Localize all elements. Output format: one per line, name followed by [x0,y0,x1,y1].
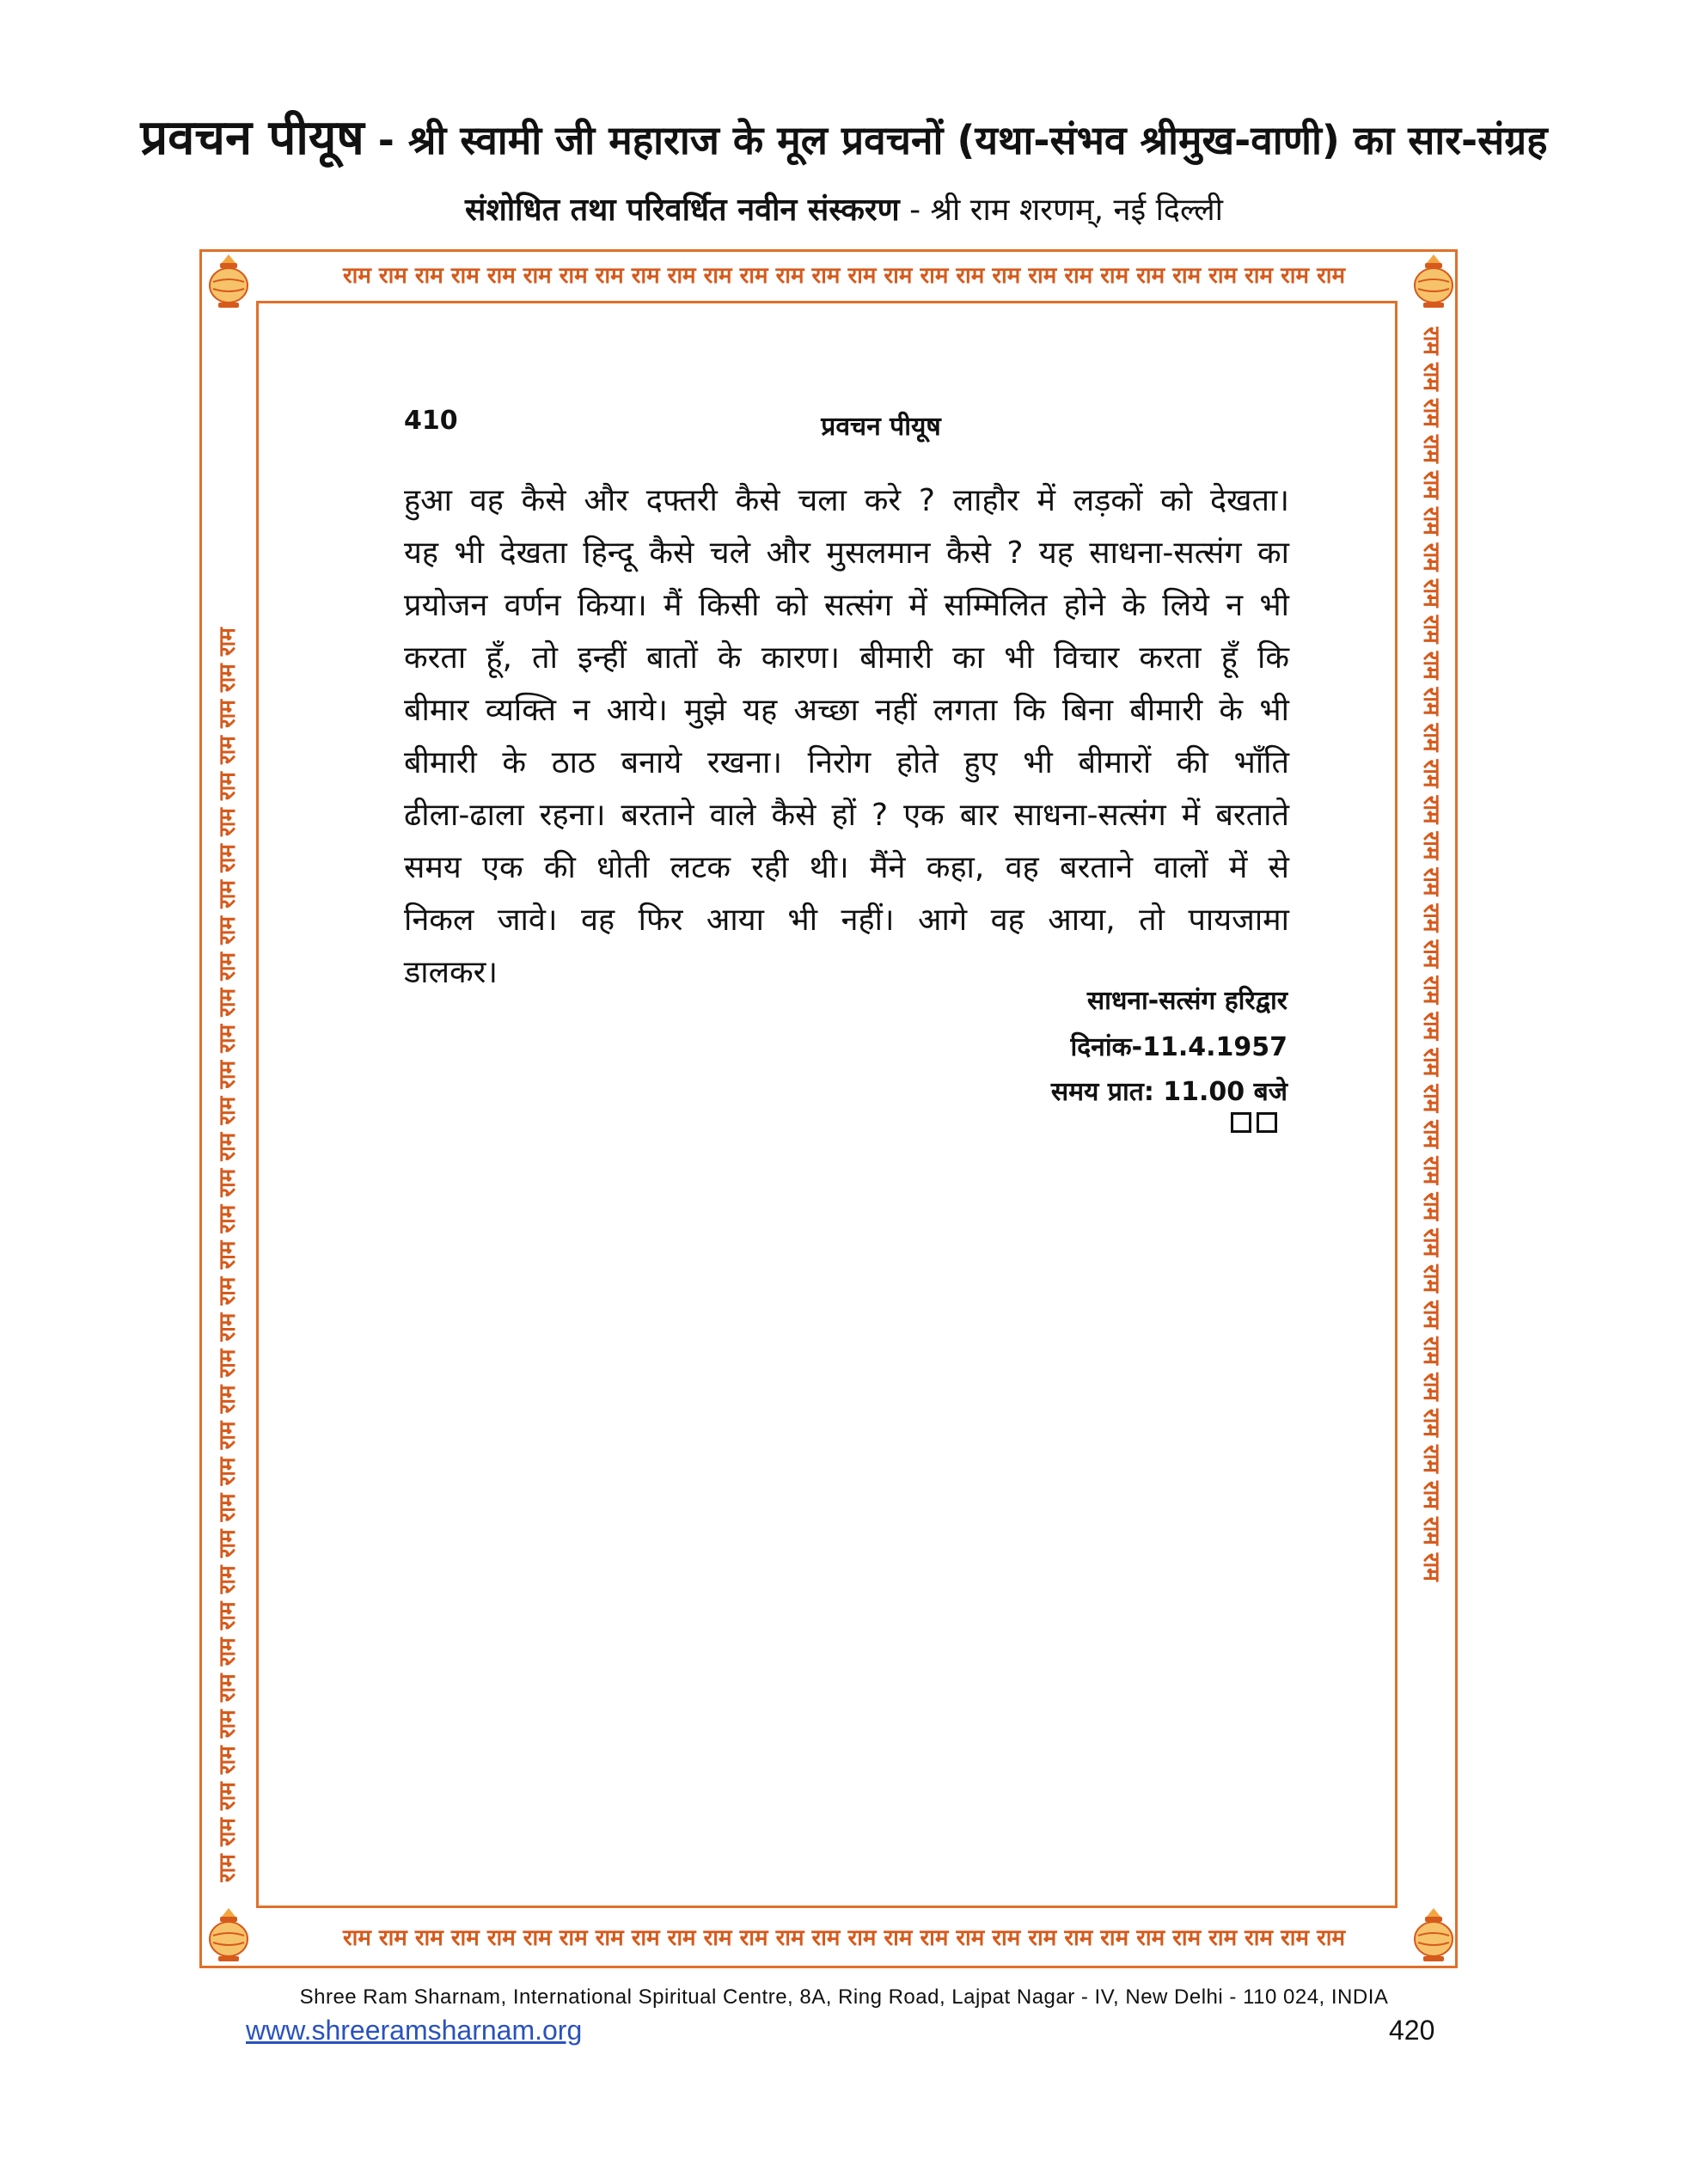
signature-place: साधना-सत्संग हरिद्वार [1086,986,1287,1016]
signature-time: समय प्रात: 11.00 बजे [1050,1077,1287,1107]
edition-label: संशोधित तथा परिवर्धित नवीन संस्करण [465,193,900,228]
text-line: निकल जावे। वह फिर आया भी नहीं। आगे वह आया, तो पायजामा [404,902,1289,938]
ram-border-right: राम राम राम राम राम राम राम राम राम राम राम राम राम राम राम राम राम राम राम राम राम राम राम राम राम राम राम राम राम राम राम राम राम राम राम [1418,327,1444,1581]
kalash-icon [1410,253,1458,309]
end-marks [1226,1112,1277,1136]
footer-address: Shree Ram Sharnam, International Spiritual Centre, 8A, Ring Road, Lajpat Nagar - IV, New Delhi - 110 024, INDIA [299,1985,1389,2009]
header-subtitle [0,187,1688,229]
kalash-icon [205,253,253,309]
square-icon [1231,1112,1251,1133]
ram-border-left: राम राम राम राम राम राम राम राम राम राम राम राम राम राम राम राम राम राम राम राम राम राम राम राम राम राम राम राम राम राम राम राम राम राम राम [215,627,241,1882]
text-line: करता हूँ, तो इन्हीं बातों के कारण। बीमारी का भी विचार करता हूँ कि [404,640,1289,676]
kalash-icon [1410,1906,1458,1963]
publisher-label: - श्री राम शरणम्, नई दिल्ली [899,193,1223,228]
header-title [0,103,1688,168]
inner-page-heading: प्रवचन पीयूष [821,412,941,442]
text-line: हुआ वह कैसे और दफ्तरी कैसे चला करे ? लाहौर में लड़कों को देखता। [404,483,1289,518]
text-line: डालकर। [404,955,498,990]
inner-page-number: 410 [404,406,458,436]
footer-page-number: 420 [1389,2015,1435,2046]
document-header [0,103,1688,229]
ram-border-bottom: राम राम राम राम राम राम राम राम राम राम राम राम राम राम राम राम राम राम राम राम राम राम राम राम राम राम राम राम [342,1925,1346,1951]
square-icon [1257,1112,1277,1133]
text-line: बीमारी के ठाठ बनाये रखना। निरोग होते हुए भी बीमारों की भाँति [404,745,1289,780]
kalash-icon [205,1906,253,1963]
text-line: यह भी देखता हिन्दू कैसे चले और मुसलमान कैसे ? यह साधना-सत्संग का [404,535,1289,571]
text-line: बीमार व्यक्ति न आये। मुझे यह अच्छा नहीं लगता कि बिना बीमारी के भी [404,693,1289,728]
text-line: समय एक की धोती लटक रही थी। मैंने कहा, वह बरताने वालों में से [404,850,1289,885]
ram-border-top: राम राम राम राम राम राम राम राम राम राम राम राम राम राम राम राम राम राम राम राम राम राम राम राम राम राम राम राम [342,263,1346,289]
book-title: प्रवचन पीयूष [140,110,364,166]
signature-date: दिनांक-11.4.1957 [1070,1032,1287,1062]
text-line: ढीला-ढाला रहना। बरताने वाले कैसे हों ? एक बार साधना-सत्संग में बरताते [404,798,1289,833]
discourse-text [404,474,1289,999]
book-description: - श्री स्वामी जी महाराज के मूल प्रवचनों (यथा-संभव श्रीमुख-वाणी) का सार-संग्रह [364,117,1548,163]
text-line: प्रयोजन वर्णन किया। मैं किसी को सत्संग में सम्मिलित होने के लिये न भी [404,588,1289,623]
website-link[interactable]: www.shreeramsharnam.org [246,2015,583,2046]
